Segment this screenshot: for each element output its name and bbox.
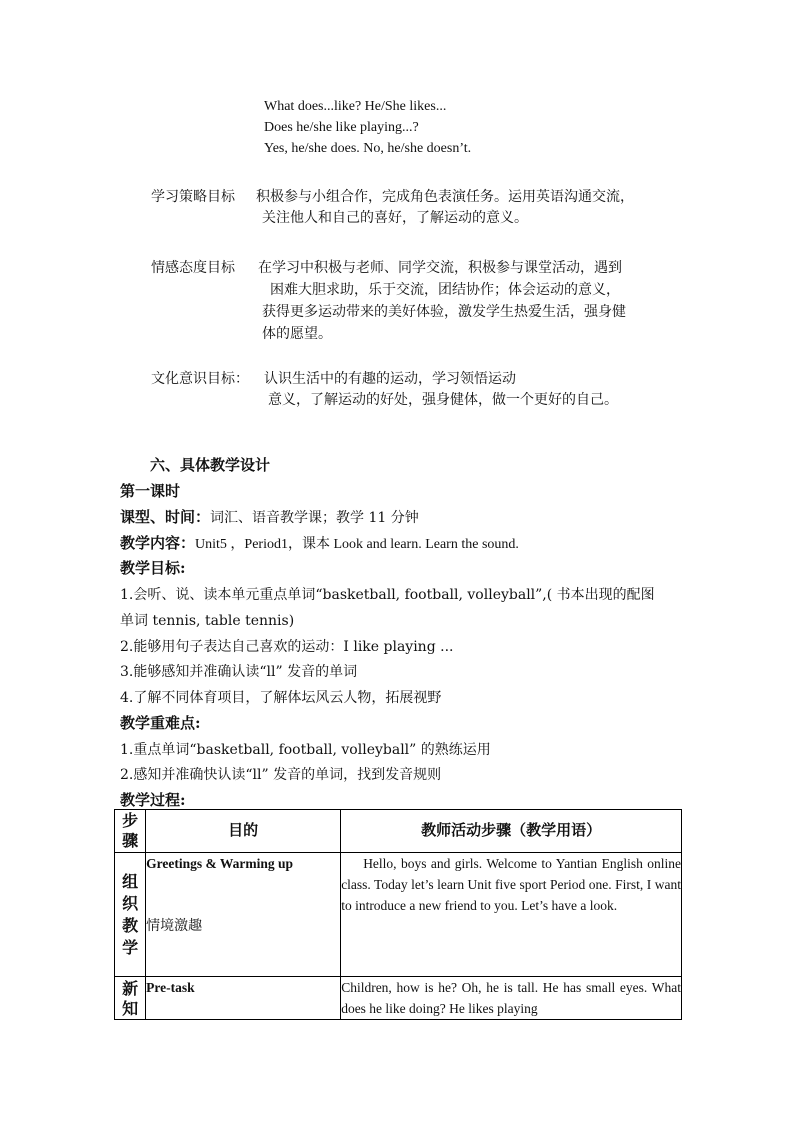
- sentence-pattern-1: What does...like? He/She likes...: [264, 99, 447, 114]
- strategy-goal-line-1: 积极参与小组合作，完成角色表演任务。运用英语沟通交流，: [256, 189, 634, 205]
- lesson-content-label: 教学内容：: [120, 534, 196, 552]
- strategy-goal-line-2: 关注他人和自己的喜好，了解运动的意义。: [262, 210, 528, 226]
- objective-1-line-1: 1.会听、说、读本单元重点单词“basketball, football, volleyball”,( 书本出现的配图: [120, 587, 655, 603]
- row1-purpose: [146, 853, 341, 977]
- emotion-goal-label: 情感态度目标: [151, 260, 235, 276]
- objectives-label: 教学目标:: [120, 559, 186, 577]
- objective-3: 3.能够感知并准确认读“ll” 发音的单词: [120, 664, 358, 680]
- row2-purpose: [146, 977, 341, 1020]
- table-row: [115, 853, 682, 977]
- difficulty-2: 2.感知并准确快认读“ll” 发音的单词，找到发音规则: [120, 767, 442, 783]
- lesson-content: [120, 532, 519, 553]
- table-row: [115, 977, 682, 1020]
- emotion-goal-line-2: 困难大胆求助，乐于交流，团结协作；体会运动的意义，: [270, 282, 620, 298]
- strategy-goal-label: 学习策略目标: [151, 189, 235, 205]
- row1-purpose-title: Greetings & Warming up: [146, 856, 294, 871]
- emotion-goal-line-3: 获得更多运动带来的美好体验，激发学生热爱生活，强身健: [262, 304, 626, 320]
- culture-goal-label: 文化意识目标：: [151, 371, 249, 387]
- row1-purpose-sub: 情境激趣: [146, 918, 203, 934]
- objective-1-line-2: 单词 tennis, table tennis): [120, 613, 295, 629]
- objective-2: 2.能够用句子表达自己喜欢的运动：I like playing ...: [120, 639, 454, 655]
- emotion-goal-line-1: 在学习中积极与老师、同学交流，积极参与课堂活动，遇到: [258, 260, 622, 276]
- lesson-type-value: 词汇、语音教学课；教学 11 分钟: [210, 510, 419, 526]
- culture-goal-line-1: 认识生活中的有趣的运动，学习领悟运动: [264, 371, 516, 387]
- teaching-process-table: [114, 809, 682, 1020]
- sentence-pattern-3: Yes, he/she does. No, he/she doesn’t.: [264, 141, 472, 156]
- lesson-type-label: 课型、时间：: [120, 508, 211, 526]
- objective-4: 4.了解不同体育项目，了解体坛风云人物，拓展视野: [120, 690, 442, 706]
- sentence-pattern-2: Does he/she like playing...?: [264, 120, 419, 135]
- header-purpose: 目的: [146, 810, 341, 853]
- table-header-row: [115, 810, 682, 853]
- row1-step: 组 织 教 学: [115, 853, 146, 977]
- header-teacher-activity: 教师活动步骤（教学用语）: [341, 810, 682, 853]
- row2-teacher-activity: Children, how is he? Oh, he is tall. He has small eyes. What does he like doing? He likes playing: [341, 977, 682, 1020]
- process-label: 教学过程:: [120, 791, 186, 809]
- row1-teacher-activity: Hello, boys and girls. Welcome to Yantian English online class. Today let’s learn Unit five sport Period one. First, I want to introduce a new friend to you. Let’s have a look.: [341, 853, 682, 977]
- emotion-goal-line-4: 体的愿望。: [262, 326, 332, 342]
- lesson-title: 第一课时: [120, 482, 181, 500]
- difficulty-label: 教学重难点:: [120, 714, 201, 732]
- section-heading: 六、具体教学设计: [150, 456, 271, 474]
- difficulty-1: 1.重点单词“basketball, football, volleyball” 的熟练运用: [120, 742, 491, 758]
- lesson-type: [120, 506, 419, 527]
- header-step: 步 骤: [115, 810, 146, 853]
- row2-step: 新 知: [115, 977, 146, 1020]
- lesson-content-value: Unit5 ，Period1，课本 Look and learn. Learn the sound.: [195, 537, 519, 552]
- culture-goal-line-2: 意义，了解运动的好处，强身健体，做一个更好的自己。: [268, 392, 618, 408]
- row2-purpose-title: Pre-task: [146, 980, 195, 995]
